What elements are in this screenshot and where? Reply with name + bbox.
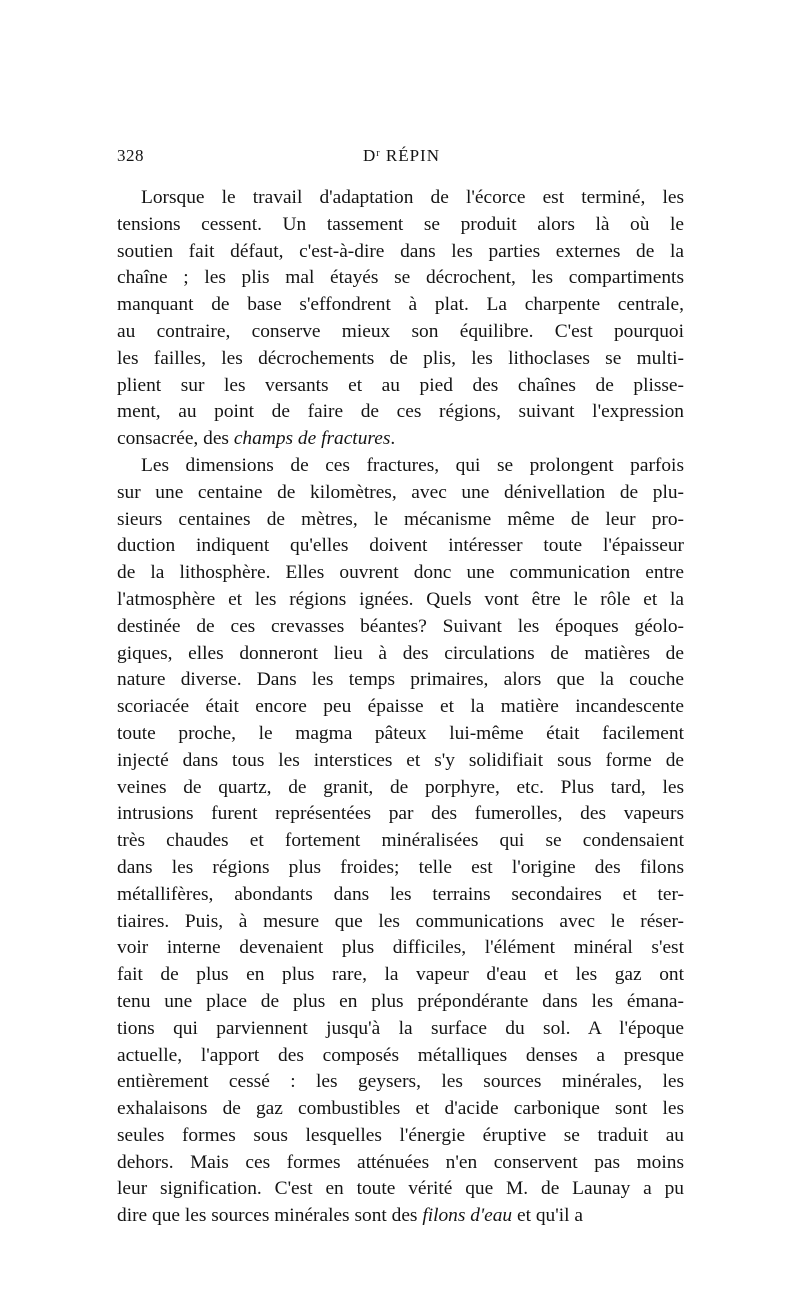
text-segment: veines de quartz, de granit, de porphyre, etc. Plus tard, les bbox=[117, 776, 684, 798]
text-segment: leur signification. C'est en toute vérité que M. de Launay a pu bbox=[117, 1178, 684, 1200]
text-line bbox=[117, 1176, 684, 1203]
text-line bbox=[117, 962, 684, 989]
text-line bbox=[117, 185, 684, 212]
text-line bbox=[117, 426, 684, 453]
text-line bbox=[117, 1016, 684, 1043]
text-segment: ment, au point de faire de ces régions, suivant l'expression bbox=[117, 401, 684, 423]
text-line bbox=[117, 1150, 684, 1177]
text-segment: . bbox=[390, 428, 396, 450]
text-line bbox=[117, 212, 684, 239]
text-segment: sieurs centaines de mètres, le mécanisme même de leur pro- bbox=[117, 508, 684, 530]
text-line bbox=[117, 1203, 684, 1230]
text-line bbox=[117, 319, 684, 346]
text-segment: voir interne devenaient plus difficiles, l'élément minéral s'est bbox=[117, 937, 684, 959]
text-segment: duction indiquent qu'elles doivent intéresser toute l'épaisseur bbox=[117, 535, 684, 557]
text-segment: dehors. Mais ces formes atténuées n'en conservent pas moins bbox=[117, 1151, 684, 1173]
text-line bbox=[117, 560, 684, 587]
body-text bbox=[117, 185, 684, 1230]
text-line bbox=[117, 533, 684, 560]
author-prefix-superscript: r bbox=[376, 148, 381, 159]
text-segment: sur une centaine de kilomètres, avec une dénivellation de plu- bbox=[117, 481, 684, 503]
text-segment: fait de plus en plus rare, la vapeur d'eau et les gaz ont bbox=[117, 964, 684, 986]
text-line bbox=[117, 239, 684, 266]
text-line bbox=[117, 801, 684, 828]
text-line bbox=[117, 480, 684, 507]
text-line bbox=[117, 828, 684, 855]
text-line bbox=[117, 748, 684, 775]
text-line bbox=[117, 1123, 684, 1150]
page-number: 328 bbox=[117, 146, 144, 165]
italic-phrase: champs de fractures bbox=[233, 428, 391, 450]
text-segment: nature diverse. Dans les temps primaires, alors que la couche bbox=[117, 669, 684, 691]
text-line bbox=[117, 346, 684, 373]
text-segment: consacrée, des bbox=[117, 428, 234, 450]
text-segment: métallifères, abondants dans les terrains secondaires et ter- bbox=[117, 883, 684, 905]
text-segment: injecté dans tous les interstices et s'y solidifiait sous forme de bbox=[117, 749, 684, 771]
text-line bbox=[117, 694, 684, 721]
text-segment: plient sur les versants et au pied des chaînes de plisse- bbox=[117, 374, 684, 396]
italic-phrase: filons d'eau bbox=[422, 1205, 513, 1227]
text-line bbox=[117, 453, 684, 480]
text-segment: entièrement cessé : les geysers, les sources minérales, les bbox=[117, 1071, 684, 1093]
text-segment: au contraire, conserve mieux son équilibre. C'est pourquoi bbox=[117, 320, 684, 342]
text-segment: de la lithosphère. Elles ouvrent donc une communication entre bbox=[117, 562, 684, 584]
text-line bbox=[117, 882, 684, 909]
text-segment: très chaudes et fortement minéralisées qui se condensaient bbox=[117, 830, 684, 852]
text-segment: seules formes sous lesquelles l'énergie éruptive se traduit au bbox=[117, 1124, 684, 1146]
text-line bbox=[117, 1069, 684, 1096]
text-line bbox=[117, 667, 684, 694]
text-line bbox=[117, 507, 684, 534]
text-line bbox=[117, 265, 684, 292]
text-segment: tenu une place de plus en plus prépondérante dans les émana- bbox=[117, 990, 684, 1012]
text-segment: actuelle, l'apport des composés métalliques denses a presque bbox=[117, 1044, 684, 1066]
text-segment: Lorsque le travail d'adaptation de l'écorce est terminé, les bbox=[141, 187, 684, 208]
author-name: RÉPIN bbox=[385, 146, 440, 165]
text-line bbox=[117, 641, 684, 668]
text-line bbox=[117, 399, 684, 426]
text-segment: toute proche, le magma pâteux lui-même était facilement bbox=[117, 722, 684, 744]
text-segment: destinée de ces crevasses béantes? Suivant les époques géolo- bbox=[117, 615, 684, 637]
text-segment: tiaires. Puis, à mesure que les communications avec le réser- bbox=[117, 910, 684, 932]
text-line bbox=[117, 909, 684, 936]
text-segment: l'atmosphère et les régions ignées. Quels vont être le rôle et la bbox=[117, 588, 684, 610]
text-segment: giques, elles donneront lieu à des circulations de matières de bbox=[117, 642, 684, 664]
text-segment: Les dimensions de ces fractures, qui se prolongent parfois bbox=[141, 454, 684, 476]
text-line bbox=[117, 721, 684, 748]
text-segment: manquant de base s'effondrent à plat. La charpente centrale, bbox=[117, 294, 684, 316]
text-segment: intrusions furent représentées par des fumerolles, des vapeurs bbox=[117, 803, 684, 825]
text-segment: dans les régions plus froides; telle est l'origine des filons bbox=[117, 856, 684, 878]
text-line bbox=[117, 373, 684, 400]
text-segment: chaîne ; les plis mal étayés se décrochent, les compartiments bbox=[117, 267, 684, 289]
text-segment: et qu'il a bbox=[512, 1205, 583, 1227]
text-line bbox=[117, 989, 684, 1016]
running-title bbox=[363, 146, 440, 166]
text-line bbox=[117, 855, 684, 882]
text-segment: soutien fait défaut, c'est-à-dire dans les parties externes de la bbox=[117, 240, 684, 262]
author-prefix: $D^r$ bbox=[363, 146, 381, 165]
text-line bbox=[117, 292, 684, 319]
text-segment: dire que les sources minérales sont des bbox=[117, 1205, 423, 1227]
text-segment: scoriacée était encore peu épaisse et la matière incandescente bbox=[117, 696, 684, 718]
text-line bbox=[117, 1043, 684, 1070]
running-head bbox=[117, 146, 684, 172]
text-line bbox=[117, 935, 684, 962]
text-segment: les failles, les décrochements de plis, les lithoclases se multi- bbox=[117, 347, 684, 369]
text-segment: tensions cessent. Un tassement se produit alors là où le bbox=[117, 213, 684, 235]
text-segment: exhalaisons de gaz combustibles et d'acide carbonique sont les bbox=[117, 1098, 684, 1120]
text-line bbox=[117, 1096, 684, 1123]
text-line bbox=[117, 614, 684, 641]
text-segment: tions qui parviennent jusqu'à la surface du sol. A l'époque bbox=[117, 1017, 684, 1039]
text-line bbox=[117, 775, 684, 802]
text-line bbox=[117, 587, 684, 614]
book-page bbox=[117, 146, 684, 1230]
